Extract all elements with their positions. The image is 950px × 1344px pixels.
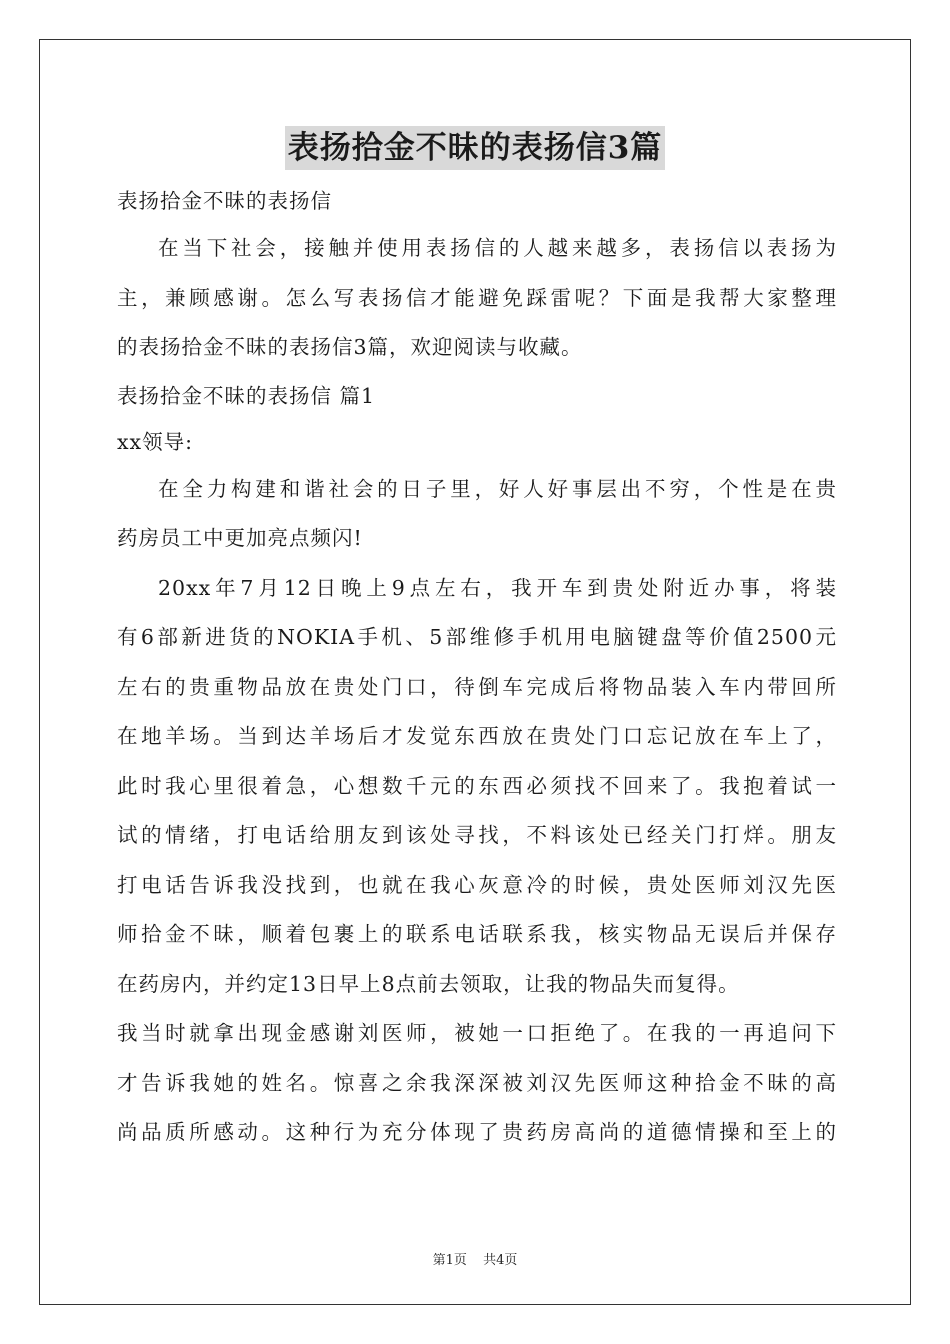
paragraph-line: 在全力构建和谐社会的日子里，好人好事层出不穷，个性是在贵 bbox=[158, 476, 837, 501]
page-footer bbox=[0, 1249, 950, 1268]
paragraph-line: 试的情绪，打电话给朋友到该处寻找，不料该处已经关门打烊。朋友 bbox=[117, 823, 837, 847]
intro-paragraph bbox=[117, 224, 837, 373]
paragraph-line: 药房员工中更加亮点频闪! bbox=[117, 526, 363, 550]
paragraph-line: 才告诉我她的姓名。惊喜之余我深深被刘汉先医师这种拾金不昧的高 bbox=[117, 1070, 837, 1095]
paragraph-line: 尚品质所感动。这种行为充分体现了贵药房高尚的道德情操和至上的 bbox=[117, 1120, 837, 1144]
paragraph-line: 左右的贵重物品放在贵处门口，待倒车完成后将物品装入车内带回所 bbox=[117, 674, 837, 699]
page-number: 第1页 bbox=[432, 1253, 467, 1268]
paragraph-line: 师拾金不昧，顺着包裹上的联系电话联系我，核实物品无误后并保存 bbox=[117, 922, 837, 946]
paragraph-2 bbox=[117, 564, 837, 1158]
salutation: xx领导: bbox=[117, 429, 194, 454]
paragraph-line: 有6部新进货的NOKIA手机、5部维修手机用电脑键盘等价值2500元 bbox=[117, 625, 837, 649]
paragraph-line: 20xx年7月12日晚上9点左右，我开车到贵处附近办事，将装 bbox=[158, 575, 837, 600]
document-subtitle: 表扬拾金不昧的表扬信 bbox=[117, 189, 332, 213]
intro-line: 主，兼顾感谢。怎么写表扬信才能避免踩雷呢？下面是我帮大家整理 bbox=[117, 285, 837, 310]
paragraph-line: 在地羊场。当到达羊场后才发觉东西放在贵处门口忘记放在车上了， bbox=[117, 724, 837, 748]
intro-line: 的表扬拾金不昧的表扬信3篇，欢迎阅读与收藏。 bbox=[117, 335, 583, 359]
document-title: 表扬拾金不昧的表扬信3篇 bbox=[285, 126, 666, 170]
paragraph-line: 此时我心里很着急，心想数千元的东西必须找不回来了。我抱着试一 bbox=[117, 773, 837, 798]
paragraph-line: 打电话告诉我没找到，也就在我心灰意冷的时候，贵处医师刘汉先医 bbox=[117, 872, 837, 897]
document-body bbox=[117, 178, 837, 1158]
paragraph-line: 我当时就拿出现金感谢刘医师，被她一口拒绝了。在我的一再追问下 bbox=[117, 1021, 837, 1045]
paragraph-line: 在药房内，并约定13日早上8点前去领取，让我的物品失而复得。 bbox=[117, 971, 740, 996]
paragraph-1 bbox=[117, 465, 837, 564]
title-container bbox=[0, 126, 950, 170]
intro-line: 在当下社会，接触并使用表扬信的人越来越多，表扬信以表扬为 bbox=[158, 236, 837, 260]
page-total: 共4页 bbox=[483, 1253, 518, 1268]
section-heading: 表扬拾金不昧的表扬信 篇1 bbox=[117, 383, 376, 408]
